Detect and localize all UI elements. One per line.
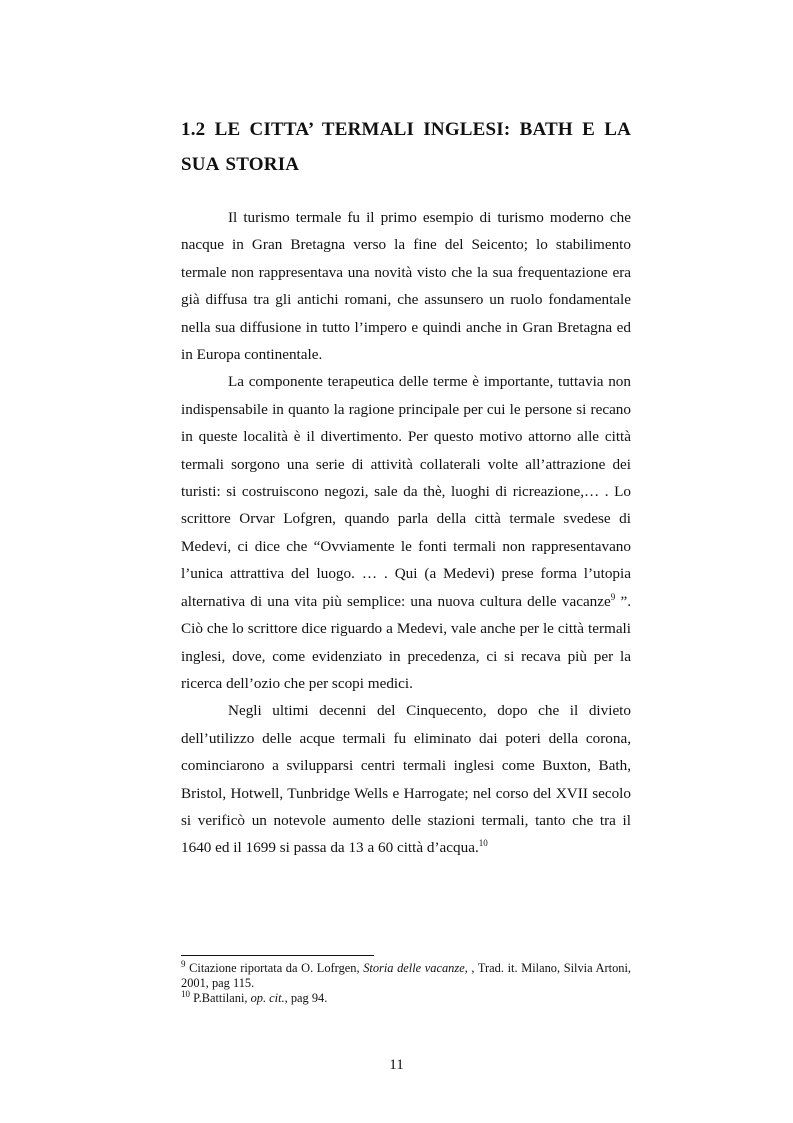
footnote-9-number: 9 (181, 958, 186, 969)
footnote-ref-10: 10 (478, 838, 488, 849)
paragraph-2-text-end: ”. Ciò che lo scrittore dice riguardo a Medevi, vale anche per le città termali inglesi, dove, come evidenziato in precedenza, ci si recava più per la ricerca dell’ozio che per scopi medici. (181, 592, 631, 692)
section-heading (181, 112, 631, 182)
footnotes (181, 958, 632, 1005)
footnote-separator (181, 955, 374, 956)
footnote-10-text-end: pag 94. (287, 990, 328, 1005)
footnote-ref-9: 9 (610, 591, 616, 602)
page-number: 11 (389, 1057, 404, 1073)
paragraph-2-text-start: La componente terapeutica delle terme è importante, tuttavia non indispensabile in quanto la ragione principale per cui le persone si recano in queste località è il divertimento. Per questo motivo attorno alle città termali sorgono una serie di attività collaterali volte all’attrazione dei turisti: si costruiscono negozi, sale da thè, luoghi di ricreazione,… . Lo scrittore Orvar Lofgren, quando parla della città termale svedese di Medevi, ci dice che “Ovviamente le fonti termali non rappresentavano l’unica attrattiva del luogo. … . Qui (a Medevi) prese forma l’utopia alternativa di una vita più semplice: una nuova cultura delle vacanze (181, 373, 631, 610)
footnote-9 (181, 958, 632, 991)
footnote-10-title: op. cit., (250, 990, 288, 1005)
body-text (181, 204, 631, 862)
footnote-9-text-end: , Trad. it. Milano, Silvia Artoni, 2001, pag 115. (181, 961, 632, 990)
footnote-10-text-start: P.Battilani, (190, 990, 251, 1005)
footnote-9-text-start: Citazione riportata da O. Lofrgen, (185, 961, 364, 975)
paragraph-3-text: Negli ultimi decenni del Cinquecento, dopo che il divieto dell’utilizzo delle acque termali fu eliminato dai poteri della corona, cominciarono a svilupparsi centri termali inglesi come Buxton, Bath, Bristol, Hotwell, Tunbridge Wells e Harrogate; nel corso del XVII secolo si verificò un notevole aumento delle stazioni termali, tanto che tra il 1640 ed il 1699 si passa da 13 a 60 città d’acqua. (181, 702, 631, 857)
section-heading-line-1: 1.2 LE CITTA’ TERMALI INGLESI: BATH E LA (181, 119, 631, 140)
paragraph-1 (181, 204, 631, 368)
paragraph-1-text: Il turismo termale fu il primo esempio di turismo moderno che nacque in Gran Bretagna verso la fine del Seicento; lo stabilimento termale non rappresentava una novità visto che la sua frequentazione era già diffusa tra gli antichi romani, che assunsero un ruolo fondamentale nella sua diffusione in tutto l’impero e quindi anche in Gran Bretagna ed in Europa continentale. (181, 209, 631, 364)
footnote-10-number: 10 (181, 988, 190, 999)
paragraph-2 (181, 368, 631, 697)
footnote-9-title: Storia delle vacanze, (363, 961, 468, 975)
paragraph-3 (181, 697, 631, 861)
section-heading-line-2: SUA STORIA (181, 154, 300, 175)
footnote-10 (181, 988, 631, 1006)
